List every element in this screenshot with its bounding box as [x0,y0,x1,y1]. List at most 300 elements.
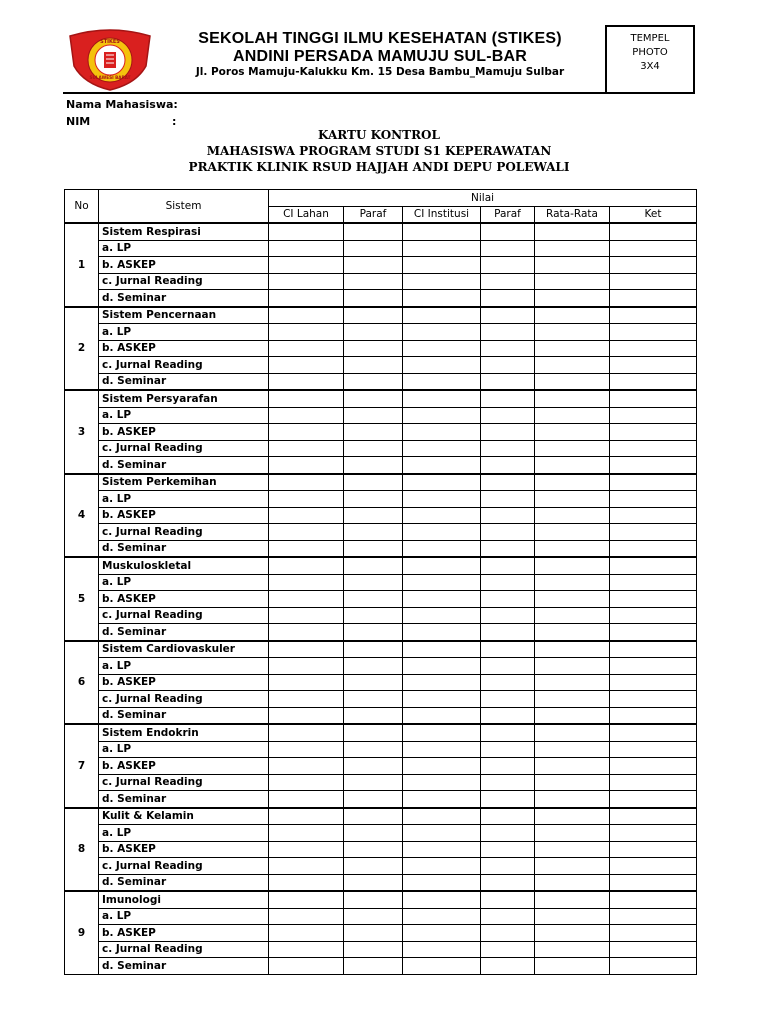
grade-cell[interactable] [535,741,610,758]
grade-cell[interactable] [610,540,697,557]
grade-cell[interactable] [269,223,344,240]
grade-cell[interactable] [269,474,344,491]
grade-cell[interactable] [269,540,344,557]
system-name: Sistem Cardiovaskuler [99,641,269,658]
grade-cell[interactable] [403,941,481,958]
grade-cell[interactable] [269,641,344,658]
grade-cell[interactable] [403,290,481,307]
grade-cell[interactable] [269,273,344,290]
grade-cell[interactable] [535,440,610,457]
grade-cell[interactable] [535,507,610,524]
grade-cell[interactable] [269,791,344,808]
grade-cell[interactable] [481,724,535,741]
grade-cell[interactable] [481,357,535,374]
grade-cell[interactable] [535,257,610,274]
grade-cell[interactable] [403,424,481,441]
grade-cell[interactable] [344,641,403,658]
grade-cell[interactable] [344,290,403,307]
grade-cell[interactable] [269,674,344,691]
grade-cell[interactable] [481,307,535,324]
grade-cell[interactable] [535,290,610,307]
grade-cell[interactable] [344,240,403,257]
row-number: 9 [65,891,99,974]
grade-cell[interactable] [269,891,344,908]
grade-cell[interactable] [481,624,535,641]
grade-cell[interactable] [269,958,344,975]
grade-cell[interactable] [481,658,535,675]
grade-cell[interactable] [610,624,697,641]
grade-cell[interactable] [481,457,535,474]
grade-cell[interactable] [403,791,481,808]
grade-cell[interactable] [610,591,697,608]
grade-cell[interactable] [344,958,403,975]
grade-cell[interactable] [610,273,697,290]
grade-cell[interactable] [610,307,697,324]
grade-cell[interactable] [403,925,481,942]
grade-cell[interactable] [481,674,535,691]
grade-cell[interactable] [481,908,535,925]
grade-cell[interactable] [403,524,481,541]
grade-cell[interactable] [344,574,403,591]
grade-cell[interactable] [535,941,610,958]
table-row [65,340,697,357]
grade-cell[interactable] [269,825,344,842]
grade-cell[interactable] [535,557,610,574]
grade-cell[interactable] [535,540,610,557]
grade-cell[interactable] [269,373,344,390]
grade-cell[interactable] [481,240,535,257]
grade-cell[interactable] [610,958,697,975]
grade-cell[interactable] [535,357,610,374]
grade-cell[interactable] [535,457,610,474]
grade-cell[interactable] [403,407,481,424]
grade-cell[interactable] [344,340,403,357]
grade-cell[interactable] [344,891,403,908]
grade-cell[interactable] [481,574,535,591]
grade-cell[interactable] [481,758,535,775]
grade-cell[interactable] [344,307,403,324]
assessment-item: d. Seminar [99,290,269,307]
grade-cell[interactable] [535,524,610,541]
grade-cell[interactable] [344,223,403,240]
grade-cell[interactable] [481,641,535,658]
grade-cell[interactable] [481,440,535,457]
grade-cell[interactable] [535,958,610,975]
grade-cell[interactable] [610,340,697,357]
grade-cell[interactable] [610,324,697,341]
grade-cell[interactable] [344,774,403,791]
grade-cell[interactable] [610,808,697,825]
grade-cell[interactable] [610,658,697,675]
grade-cell[interactable] [269,440,344,457]
grade-cell[interactable] [403,540,481,557]
grade-cell[interactable] [535,758,610,775]
grade-cell[interactable] [610,841,697,858]
grade-cell[interactable] [610,791,697,808]
grade-cell[interactable] [481,390,535,407]
grade-cell[interactable] [269,758,344,775]
grade-cell[interactable] [535,324,610,341]
grade-cell[interactable] [403,624,481,641]
grade-cell[interactable] [403,691,481,708]
grade-cell[interactable] [610,424,697,441]
grade-cell[interactable] [344,808,403,825]
grade-cell[interactable] [269,507,344,524]
grade-cell[interactable] [610,758,697,775]
grade-cell[interactable] [535,707,610,724]
grade-cell[interactable] [344,691,403,708]
assessment-item: d. Seminar [99,707,269,724]
grade-cell[interactable] [344,257,403,274]
grade-cell[interactable] [269,457,344,474]
table-row [65,491,697,508]
grade-cell[interactable] [269,724,344,741]
grade-cell[interactable] [535,925,610,942]
grade-cell[interactable] [610,257,697,274]
grade-cell[interactable] [610,574,697,591]
grade-cell[interactable] [269,424,344,441]
grade-cell[interactable] [481,407,535,424]
logo-text-top: STIKES [100,39,120,45]
grade-cell[interactable] [403,825,481,842]
grade-cell[interactable] [610,457,697,474]
assessment-item: a. LP [99,658,269,675]
grade-cell[interactable] [535,825,610,842]
grade-cell[interactable] [481,524,535,541]
grade-cell[interactable] [269,624,344,641]
grade-cell[interactable] [403,891,481,908]
row-number: 4 [65,474,99,558]
grade-cell[interactable] [344,407,403,424]
grade-cell[interactable] [403,707,481,724]
grade-cell[interactable] [403,324,481,341]
grade-cell[interactable] [269,808,344,825]
grade-cell[interactable] [481,841,535,858]
assessment-item: d. Seminar [99,457,269,474]
grade-cell[interactable] [535,407,610,424]
grade-cell[interactable] [535,858,610,875]
grade-cell[interactable] [610,357,697,374]
grade-cell[interactable] [610,524,697,541]
grade-cell[interactable] [344,557,403,574]
grade-cell[interactable] [481,540,535,557]
grade-cell[interactable] [535,774,610,791]
grade-cell[interactable] [269,524,344,541]
grade-cell[interactable] [610,507,697,524]
grade-cell[interactable] [403,658,481,675]
grade-cell[interactable] [481,707,535,724]
grade-cell[interactable] [269,357,344,374]
grade-cell[interactable] [610,674,697,691]
grade-cell[interactable] [610,858,697,875]
grade-cell[interactable] [403,674,481,691]
grade-cell[interactable] [269,307,344,324]
grade-cell[interactable] [535,273,610,290]
grade-cell[interactable] [403,557,481,574]
grade-cell[interactable] [481,324,535,341]
grade-cell[interactable] [535,223,610,240]
grade-cell[interactable] [403,774,481,791]
grade-cell[interactable] [535,791,610,808]
grade-cell[interactable] [344,373,403,390]
grade-cell[interactable] [344,741,403,758]
grade-cell[interactable] [403,741,481,758]
grade-cell[interactable] [535,874,610,891]
grade-cell[interactable] [269,591,344,608]
grade-cell[interactable] [481,741,535,758]
grade-cell[interactable] [344,324,403,341]
grade-cell[interactable] [344,440,403,457]
grade-cell[interactable] [344,474,403,491]
grade-cell[interactable] [269,658,344,675]
grade-cell[interactable] [403,340,481,357]
school-name [168,30,592,66]
grade-cell[interactable] [269,707,344,724]
grade-cell[interactable] [610,908,697,925]
grade-cell[interactable] [610,440,697,457]
grade-cell[interactable] [610,691,697,708]
grade-cell[interactable] [481,557,535,574]
grade-cell[interactable] [610,941,697,958]
grade-cell[interactable] [610,741,697,758]
grade-cell[interactable] [535,340,610,357]
grade-cell[interactable] [344,658,403,675]
grade-cell[interactable] [610,223,697,240]
grade-cell[interactable] [344,841,403,858]
col-header-ci-institusi: CI Institusi [403,206,481,223]
grade-cell[interactable] [344,858,403,875]
grade-cell[interactable] [610,724,697,741]
grade-cell[interactable] [610,557,697,574]
grade-cell[interactable] [403,641,481,658]
grade-cell[interactable] [610,607,697,624]
grade-cell[interactable] [269,874,344,891]
grade-cell[interactable] [481,958,535,975]
grade-cell[interactable] [535,307,610,324]
grade-cell[interactable] [535,808,610,825]
grade-cell[interactable] [269,774,344,791]
table-row [65,390,697,407]
grade-cell[interactable] [344,491,403,508]
grade-cell[interactable] [344,524,403,541]
table-row [65,223,697,240]
grade-cell[interactable] [481,290,535,307]
grade-cell[interactable] [535,674,610,691]
grade-cell[interactable] [481,941,535,958]
grade-cell[interactable] [481,808,535,825]
grade-cell[interactable] [481,858,535,875]
grade-cell[interactable] [481,474,535,491]
assessment-item: c. Jurnal Reading [99,357,269,374]
grade-cell[interactable] [610,390,697,407]
grade-cell[interactable] [344,390,403,407]
table-row [65,290,697,307]
grade-cell[interactable] [344,724,403,741]
grade-cell[interactable] [610,373,697,390]
assessment-item: a. LP [99,908,269,925]
grade-cell[interactable] [403,474,481,491]
grade-cell[interactable] [344,273,403,290]
grade-cell[interactable] [481,591,535,608]
grade-cell[interactable] [403,440,481,457]
grade-cell[interactable] [481,825,535,842]
grade-cell[interactable] [535,591,610,608]
grade-cell[interactable] [344,707,403,724]
grade-cell[interactable] [269,607,344,624]
grade-cell[interactable] [344,357,403,374]
grade-cell[interactable] [535,491,610,508]
grade-cell[interactable] [344,591,403,608]
grade-cell[interactable] [610,474,697,491]
grade-cell[interactable] [610,774,697,791]
grade-cell[interactable] [481,874,535,891]
row-number: 8 [65,808,99,892]
grade-cell[interactable] [481,791,535,808]
grade-cell[interactable] [535,724,610,741]
grade-cell[interactable] [403,908,481,925]
grade-cell[interactable] [269,574,344,591]
grade-cell[interactable] [481,424,535,441]
grade-cell[interactable] [610,407,697,424]
table-row [65,724,697,741]
grade-cell[interactable] [403,858,481,875]
grade-cell[interactable] [610,891,697,908]
grade-cell[interactable] [344,424,403,441]
grade-cell[interactable] [269,390,344,407]
grade-cell[interactable] [344,941,403,958]
grade-cell[interactable] [403,841,481,858]
grade-cell[interactable] [403,390,481,407]
grade-cell[interactable] [610,240,697,257]
grade-cell[interactable] [535,691,610,708]
grade-cell[interactable] [481,607,535,624]
system-name: Sistem Persyarafan [99,390,269,407]
grade-cell[interactable] [269,240,344,257]
grade-cell[interactable] [610,641,697,658]
grade-cell[interactable] [610,925,697,942]
grade-cell[interactable] [535,607,610,624]
grade-cell[interactable] [535,240,610,257]
grade-cell[interactable] [535,390,610,407]
grade-cell[interactable] [403,758,481,775]
grade-cell[interactable] [269,557,344,574]
grade-cell[interactable] [269,324,344,341]
grade-cell[interactable] [481,273,535,290]
grade-cell[interactable] [403,273,481,290]
grade-cell[interactable] [344,874,403,891]
table-row [65,440,697,457]
grade-cell[interactable] [403,507,481,524]
grade-cell[interactable] [610,491,697,508]
grade-cell[interactable] [269,841,344,858]
grade-cell[interactable] [403,958,481,975]
grade-cell[interactable] [481,507,535,524]
grade-cell[interactable] [481,257,535,274]
grade-cell[interactable] [403,223,481,240]
table-row [65,607,697,624]
grade-cell[interactable] [535,908,610,925]
grade-cell[interactable] [403,257,481,274]
grade-cell[interactable] [481,340,535,357]
grade-cell[interactable] [344,507,403,524]
grade-cell[interactable] [403,724,481,741]
grade-cell[interactable] [481,891,535,908]
grade-cell[interactable] [403,457,481,474]
grade-cell[interactable] [610,874,697,891]
grade-cell[interactable] [481,774,535,791]
grade-cell[interactable] [344,607,403,624]
grade-cell[interactable] [403,373,481,390]
assessment-item: d. Seminar [99,791,269,808]
assessment-item: d. Seminar [99,373,269,390]
grade-cell[interactable] [269,858,344,875]
grade-cell[interactable] [344,825,403,842]
grade-cell[interactable] [535,641,610,658]
grade-cell[interactable] [403,240,481,257]
grade-cell[interactable] [269,257,344,274]
grade-cell[interactable] [344,791,403,808]
grade-cell[interactable] [481,925,535,942]
grade-cell[interactable] [269,407,344,424]
grade-cell[interactable] [481,691,535,708]
grade-cell[interactable] [403,357,481,374]
grade-cell[interactable] [269,691,344,708]
grade-cell[interactable] [481,491,535,508]
grade-cell[interactable] [269,340,344,357]
grade-cell[interactable] [535,841,610,858]
table-row [65,457,697,474]
grade-cell[interactable] [344,624,403,641]
grade-cell[interactable] [403,591,481,608]
grade-cell[interactable] [344,457,403,474]
grade-cell[interactable] [269,741,344,758]
grade-cell[interactable] [269,908,344,925]
grade-cell[interactable] [344,674,403,691]
grade-cell[interactable] [344,908,403,925]
grade-cell[interactable] [610,707,697,724]
grade-cell[interactable] [403,574,481,591]
table-row [65,791,697,808]
grade-cell[interactable] [344,925,403,942]
photo-line3: 3X4 [640,61,660,72]
system-name: Sistem Endokrin [99,724,269,741]
grade-cell[interactable] [610,290,697,307]
grade-cell[interactable] [481,223,535,240]
grade-cell[interactable] [403,808,481,825]
grade-cell[interactable] [535,373,610,390]
grade-cell[interactable] [269,491,344,508]
grade-cell[interactable] [535,891,610,908]
grade-cell[interactable] [535,574,610,591]
grade-cell[interactable] [269,941,344,958]
table-row [65,691,697,708]
grade-cell[interactable] [269,290,344,307]
grade-cell[interactable] [535,624,610,641]
grade-cell[interactable] [610,825,697,842]
grade-cell[interactable] [344,758,403,775]
grade-cell[interactable] [403,491,481,508]
student-name-label: Nama Mahasiswa: [66,98,178,111]
grade-cell[interactable] [481,373,535,390]
grade-cell[interactable] [403,607,481,624]
grade-cell[interactable] [535,424,610,441]
grade-cell[interactable] [344,540,403,557]
grade-cell[interactable] [403,307,481,324]
grade-cell[interactable] [403,874,481,891]
grade-cell[interactable] [535,474,610,491]
grade-cell[interactable] [535,658,610,675]
grade-cell[interactable] [269,925,344,942]
